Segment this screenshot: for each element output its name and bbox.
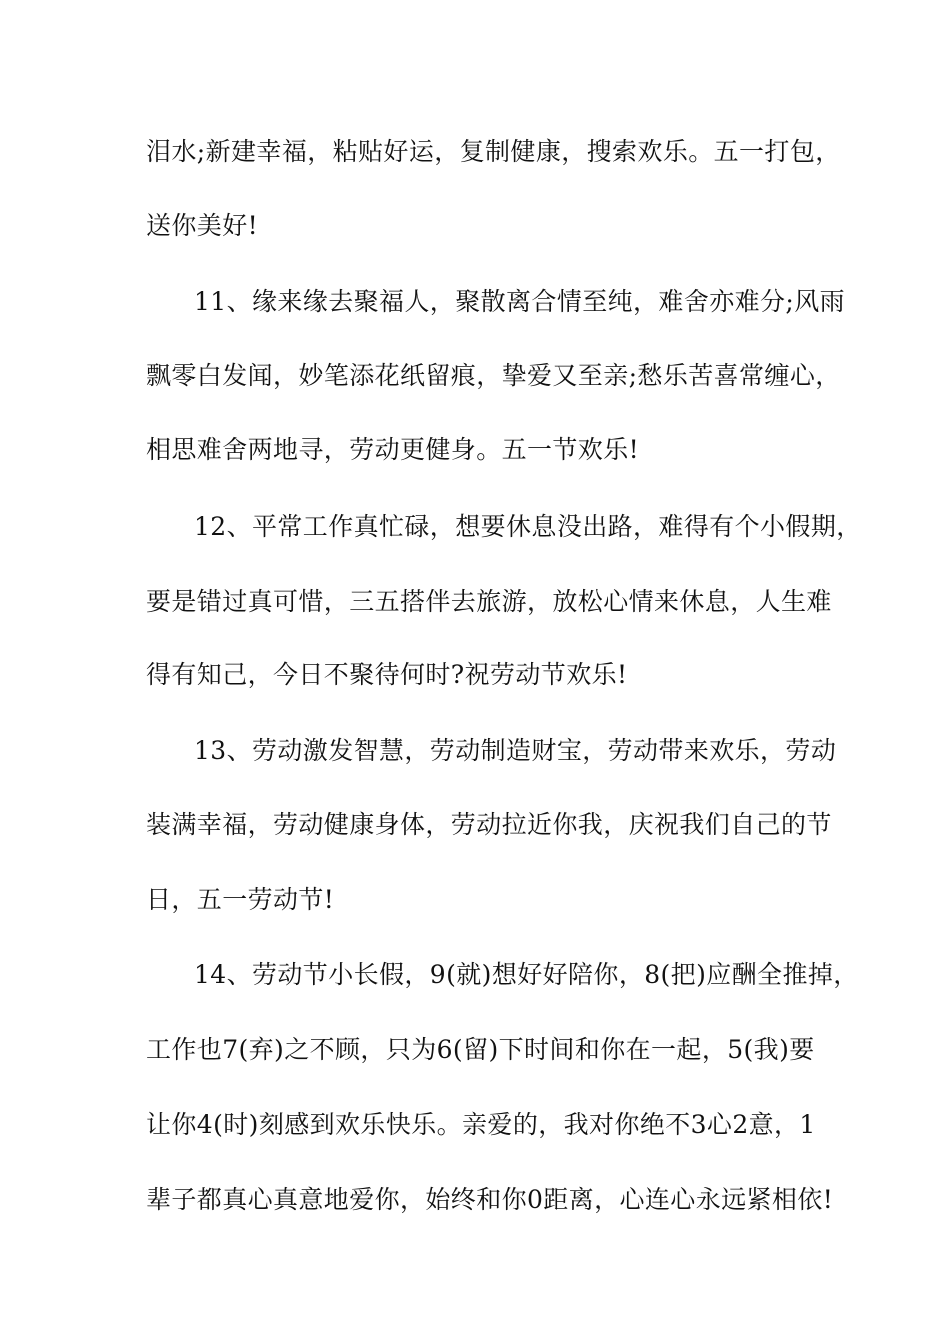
paragraph-13-line: 13、劳动激发智慧，劳动制造财宝，劳动带来欢乐，劳动 bbox=[194, 736, 837, 765]
paragraph-12-line: 12、平常工作真忙碌，想要休息没出路，难得有个小假期， bbox=[194, 512, 862, 541]
text-line: 相思难舍两地寻，劳动更健身。五一节欢乐! bbox=[146, 435, 640, 464]
text-line: 得有知己，今日不聚待何时?祝劳动节欢乐! bbox=[146, 660, 628, 689]
text-line: 装满幸福，劳动健康身体，劳动拉近你我，庆祝我们自己的节 bbox=[146, 810, 832, 839]
text-line: 日，五一劳动节! bbox=[146, 885, 335, 914]
text-line: 辈子都真心真意地爱你，始终和你0距离，心连心永远紧相依! bbox=[146, 1185, 834, 1214]
paragraph-11-line: 11、缘来缘去聚福人，聚散离合情至纯，难舍亦难分;风雨 bbox=[194, 287, 846, 316]
text-line: 送你美好! bbox=[146, 211, 259, 240]
text-line: 飘零白发闻，妙笔添花纸留痕，挚爱又至亲;愁乐苦喜常缠心， bbox=[146, 361, 841, 390]
text-line: 要是错过真可惜，三五搭伴去旅游，放松心情来休息，人生难 bbox=[146, 587, 832, 616]
paragraph-14-line: 14、劳动节小长假，9(就)想好好陪你，8(把)应酬全推掉， bbox=[194, 960, 859, 989]
text-line: 泪水;新建幸福，粘贴好运，复制健康，搜索欢乐。五一打包， bbox=[146, 137, 841, 166]
text-line: 工作也7(弃)之不顾，只为6(留)下时间和你在一起，5(我)要 bbox=[146, 1035, 815, 1064]
text-line: 让你4(时)刻感到欢乐快乐。亲爱的，我对你绝不3心2意，1 bbox=[146, 1110, 816, 1139]
